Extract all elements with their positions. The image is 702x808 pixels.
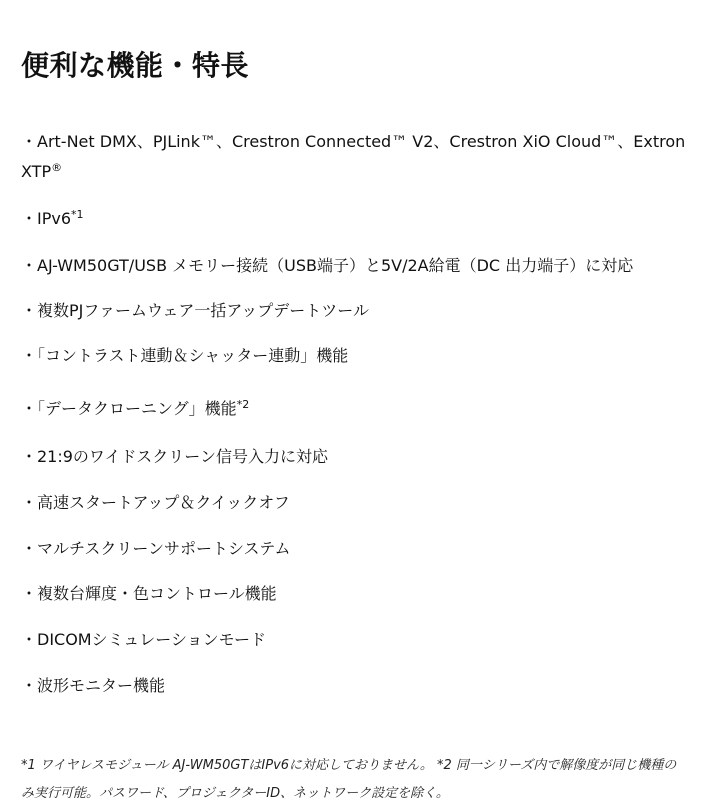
feature-item-brightness-color	[21, 580, 686, 608]
feature-item-multi-screen	[21, 535, 686, 563]
feature-footnote-ref: *2	[236, 398, 250, 411]
feature-item-wireless-usb	[21, 252, 686, 280]
feature-text: ・21:9のワイドスクリーン信号入力に対応	[21, 447, 328, 466]
feature-item-dicom	[21, 626, 686, 654]
feature-item-control-protocols	[21, 127, 686, 187]
feature-text: ・IPv6	[21, 209, 72, 228]
feature-item-contrast-shutter	[21, 342, 686, 370]
feature-text: ・複数台輝度・色コントロール機能	[21, 584, 277, 603]
feature-text: ・波形モニター機能	[21, 676, 166, 695]
feature-text: ・Art-Net DMX、PJLink™、Crestron Connected™ V2、Crestron XiO Cloud™、Extron XTP	[21, 132, 686, 181]
feature-item-firmware-update	[21, 297, 686, 325]
page-title: 便利な機能・特長	[21, 49, 250, 82]
feature-text: ・マルチスクリーンサポートシステム	[21, 539, 291, 558]
feature-item-quick-startup	[21, 489, 686, 517]
feature-superscript: ®	[51, 161, 63, 174]
feature-item-ipv6	[21, 205, 686, 233]
feature-item-widescreen	[21, 443, 686, 471]
feature-text: ・「コントラスト連動＆シャッター連動」機能	[21, 346, 349, 365]
feature-text: ・AJ-WM50GT/USB メモリー接続（USB端子）と5V/2A給電（DC 出力端子）に対応	[21, 256, 634, 275]
feature-text: ・高速スタートアップ＆クイックオフ	[21, 493, 290, 512]
feature-text: ・「データクローニング」機能	[21, 399, 237, 418]
feature-text: ・DICOMシミュレーションモード	[21, 630, 267, 649]
feature-item-data-cloning	[21, 395, 686, 423]
feature-text: ・複数PJファームウェア一括アップデートツール	[21, 301, 369, 320]
feature-item-waveform	[21, 672, 686, 700]
footnote: *1 ワイヤレスモジュール AJ-WM50GTはIPv6に対応しておりません。 *2 同一シリーズ内で解像度が同じ機種のみ実行可能。パスワード、プロジェクターID、ネットワーク設定を除く。	[21, 758, 677, 801]
feature-footnote-ref: *1	[71, 208, 84, 221]
